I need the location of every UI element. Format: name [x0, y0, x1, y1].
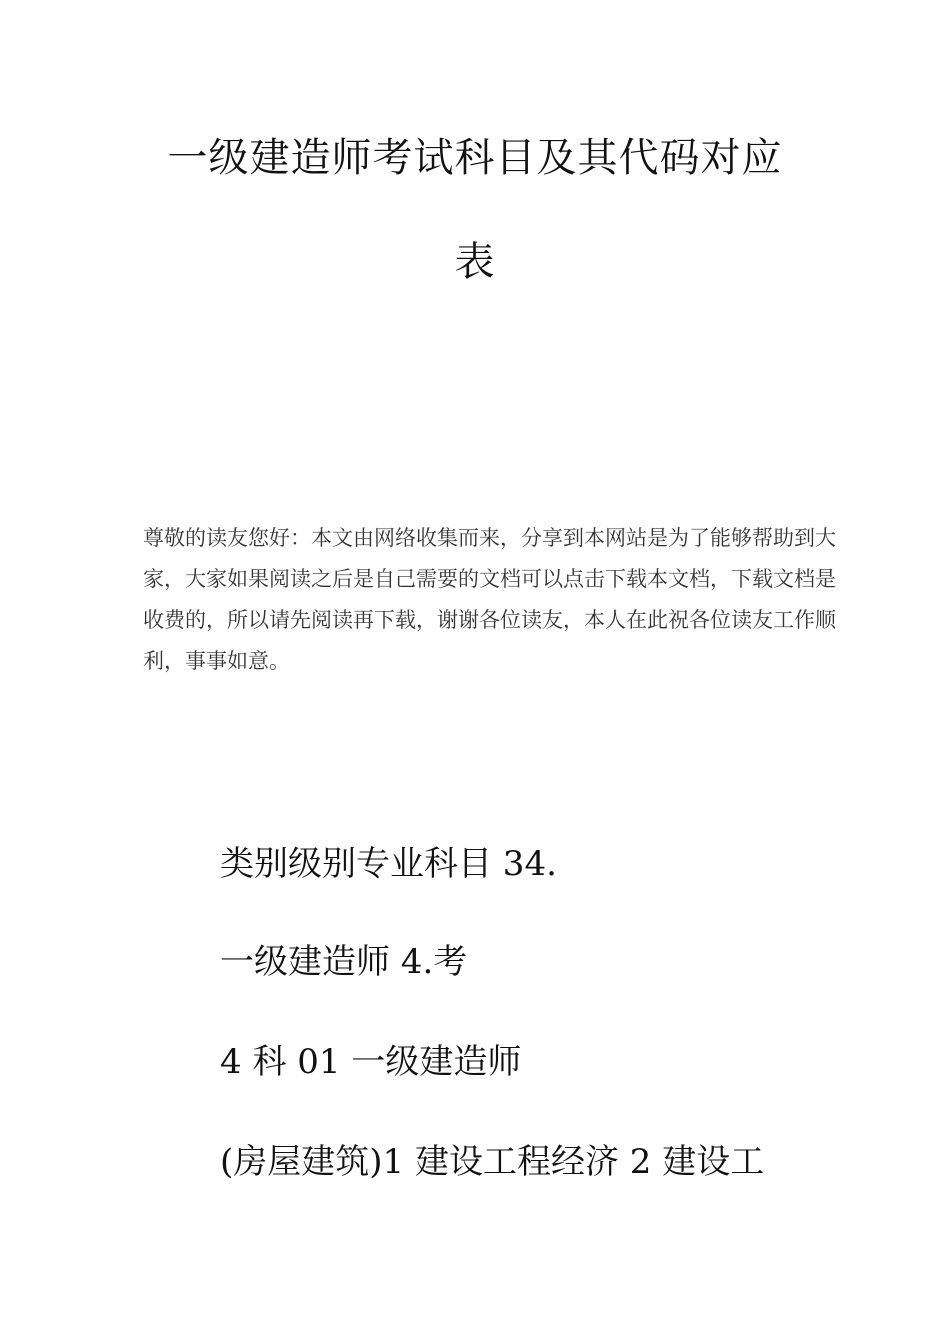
- reader-notice: [143, 518, 836, 682]
- document-title-line-1: 一级建造师考试科目及其代码对应: [167, 135, 783, 181]
- notice-line-1: 尊敬的读友您好：本文由网络收集而来，分享到本网站是为了能够帮助到大: [143, 526, 836, 550]
- notice-line-2: 家，大家如果阅读之后是自己需要的文档可以点击下载本文档，下载文档是: [143, 567, 836, 591]
- body-line-3: 4 科 01 一级建造师: [220, 1042, 522, 1082]
- body-line-2: 一级建造师 4.考: [220, 942, 468, 982]
- document-title-line-2: 表: [454, 239, 496, 285]
- notice-line-4: 利，事事如意。: [143, 649, 290, 673]
- body-line-1: 类别级别专业科目 34.: [220, 844, 557, 884]
- body-line-4: (房屋建筑)1 建设工程经济 2 建设工: [220, 1142, 765, 1182]
- notice-line-3: 收费的，所以请先阅读再下载，谢谢各位读友，本人在此祝各位读友工作顺: [143, 608, 836, 632]
